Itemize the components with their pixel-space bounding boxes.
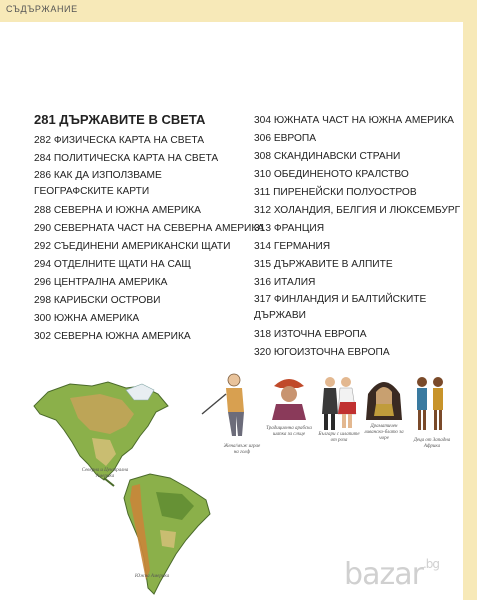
- caption-veiled: Драматичен ливанско-блато за чоре: [364, 424, 404, 441]
- toc-entry: 314 ГЕРМАНИЯ: [254, 241, 331, 252]
- toc-entry: 306 ЕВРОПА: [254, 133, 317, 144]
- watermark-logo: [344, 557, 439, 592]
- children-illustration: [410, 374, 452, 436]
- watermark-suffix: .bg: [422, 557, 439, 571]
- header-band: [0, 0, 463, 22]
- toc-entry: 320 ЮГОИЗТОЧНА ЕВРОПА: [254, 347, 390, 358]
- toc-entry: 296 ЦЕНТРАЛНА АМЕРИКА: [34, 277, 168, 288]
- golfer-illustration: [196, 372, 256, 442]
- toc-entry: 286 КАК ДА ИЗПОЛЗВАМЕ ГЕОГРАФСКИТЕ КАРТИ: [34, 170, 162, 197]
- caption-south-america: Южна Америка: [134, 574, 170, 579]
- toc-entry: 312 ХОЛАНДИЯ, БЕЛГИЯ И ЛЮКСЕМБУРГ: [254, 205, 461, 216]
- caption-bulgarians: Българи с шлапите от роза: [318, 432, 360, 443]
- toc-left-column: [34, 112, 265, 346]
- toc-entry: 292 СЪЕДИНЕНИ АМЕРИКАНСКИ ЩАТИ: [34, 241, 231, 252]
- toc-entry: 284 ПОЛИТИЧЕСКА КАРТА НА СВЕТА: [34, 153, 219, 164]
- toc-entry: 298 КАРИБСКИ ОСТРОВИ: [34, 295, 161, 306]
- caption-hat-woman: Традиционна арабска шапка за слъце: [266, 426, 312, 437]
- toc-entry: 304 ЮЖНАТА ЧАСТ НА ЮЖНА АМЕРИКА: [254, 115, 454, 126]
- toc-entry: 290 СЕВЕРНАТА ЧАСТ НА СЕВЕРНА АМЕРИКА: [34, 223, 265, 234]
- toc-entry: 317 ФИНЛАНДИЯ И БАЛТИЙСКИТЕ ДЪРЖАВИ: [254, 294, 427, 321]
- watermark-brand: bazar: [344, 557, 423, 592]
- section-label: СЪДЪРЖАНИЕ: [6, 4, 78, 14]
- page-edge-strip: [463, 0, 477, 600]
- caption-golfer: Жена/мъж играе на голф: [223, 444, 261, 455]
- caption-north-america: Северна и Централна Америка: [81, 468, 129, 479]
- toc-entry: 311 ПИРЕНЕЙСКИ ПОЛУОСТРОВ: [254, 187, 417, 198]
- toc-entry: 300 ЮЖНА АМЕРИКА: [34, 313, 140, 324]
- toc-entry: 308 СКАНДИНАВСКИ СТРАНИ: [254, 151, 401, 162]
- toc-right-column: [254, 112, 461, 362]
- hat-woman-illustration: [268, 372, 310, 422]
- toc-entry: 310 ОБЕДИНЕНОТО КРАЛСТВО: [254, 169, 409, 180]
- toc-entry: 282 ФИЗИЧЕСКА КАРТА НА СВЕТА: [34, 135, 205, 146]
- toc-entry: 316 ИТАЛИЯ: [254, 277, 316, 288]
- bulgarians-illustration: [318, 374, 358, 434]
- caption-children: Деца от Западна Африка: [413, 438, 451, 449]
- toc-entry: 294 ОТДЕЛНИТЕ ЩАТИ НА САЩ: [34, 259, 191, 270]
- veiled-woman-illustration: [364, 374, 404, 422]
- toc-entry: 288 СЕВЕРНА И ЮЖНА АМЕРИКА: [34, 205, 201, 216]
- toc-title: 281 ДЪРЖАВИТЕ В СВЕТА: [34, 112, 206, 127]
- toc-entry: 302 СЕВЕРНА ЮЖНА АМЕРИКА: [34, 331, 191, 342]
- toc-entry: 313 ФРАНЦИЯ: [254, 223, 325, 234]
- toc-entry: 318 ИЗТОЧНА ЕВРОПА: [254, 329, 367, 340]
- toc-entry: 315 ДЪРЖАВИТЕ В АЛПИТЕ: [254, 259, 393, 270]
